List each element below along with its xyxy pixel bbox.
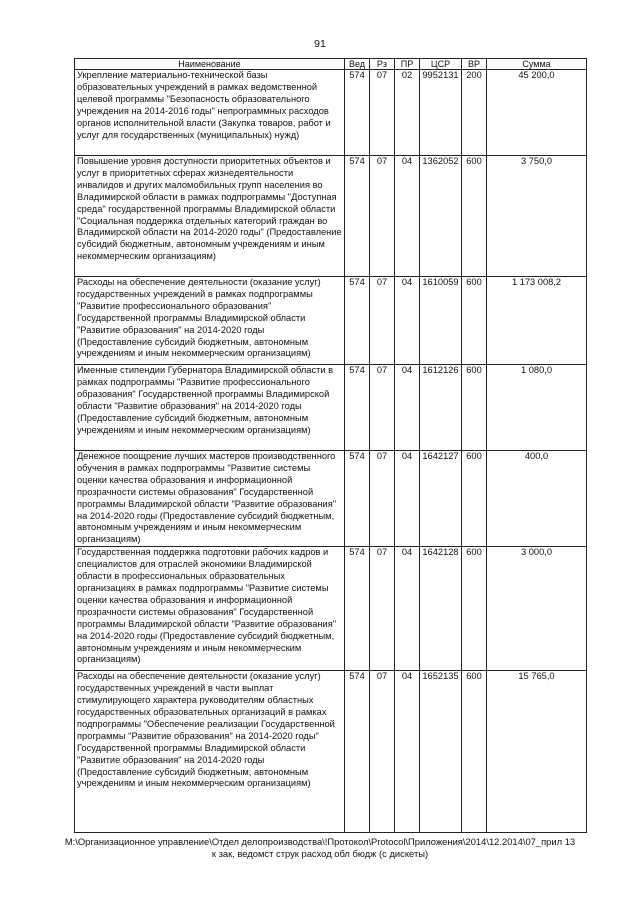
row-ved: 574 (345, 156, 370, 277)
row-pr: 02 (395, 70, 420, 156)
footer-file-description: к зак, ведомст струк расход обл бюдж (с дискеты) (211, 848, 429, 859)
table-row (75, 277, 587, 365)
header-name: Наименование (75, 59, 345, 70)
row-rz: 07 (370, 277, 395, 365)
row-vr: 600 (462, 451, 487, 547)
row-sum: 1 173 008,2 (487, 277, 587, 365)
header-ved: Вед (345, 59, 370, 70)
row-rz: 07 (370, 70, 395, 156)
table-row (75, 70, 587, 156)
table-row (75, 365, 587, 451)
row-vr: 200 (462, 70, 487, 156)
table-row (75, 156, 587, 277)
row-name: Расходы на обеспечение деятельности (оказание услуг) государственных учреждений в рамках подпрограммы "Развитие профессионального образования" Государственной программы Владимирской области "Развитие образования" на 2014-2020 годы (Предоставление субсидий бюджетным, автономным учреждениям и иным некоммерческим организациям) (75, 277, 345, 365)
row-sum: 3 000,0 (487, 547, 587, 671)
table-row (75, 547, 587, 671)
row-pr: 04 (395, 156, 420, 277)
row-rz: 07 (370, 156, 395, 277)
row-rz: 07 (370, 365, 395, 451)
row-csr: 1612126 (420, 365, 462, 451)
row-vr: 600 (462, 365, 487, 451)
row-vr: 600 (462, 671, 487, 833)
row-rz: 07 (370, 671, 395, 833)
row-sum: 1 080,0 (487, 365, 587, 451)
budget-table (74, 58, 587, 833)
row-pr: 04 (395, 671, 420, 833)
header-rz: Рз (370, 59, 395, 70)
row-rz: 07 (370, 547, 395, 671)
row-sum: 45 200,0 (487, 70, 587, 156)
row-ved: 574 (345, 365, 370, 451)
row-csr: 1642127 (420, 451, 462, 547)
row-vr: 600 (462, 156, 487, 277)
row-ved: 574 (345, 547, 370, 671)
table-header-row (75, 59, 587, 70)
row-vr: 600 (462, 277, 487, 365)
row-sum: 400,0 (487, 451, 587, 547)
row-sum: 15 765,0 (487, 671, 587, 833)
table-row (75, 451, 587, 547)
table-row (75, 671, 587, 833)
row-pr: 04 (395, 365, 420, 451)
row-csr: 1610059 (420, 277, 462, 365)
footer-file-path: M:\Организационное управление\Отдел делопроизводства\!Протокол\Protocol\Приложения\2014\12.2014\07_прил 13 (64, 836, 576, 847)
row-pr: 04 (395, 277, 420, 365)
row-csr: 9952131 (420, 70, 462, 156)
row-name: Именные стипендии Губернатора Владимирской области в рамках подпрограммы "Развитие профессионального образования" Государственной программы Владимирской области "Развитие образования" на 2014-2020 годы (Предоставление субсидий бюджетным, автономным учреждениям и иным некоммерческим организациям) (75, 365, 345, 451)
row-pr: 04 (395, 547, 420, 671)
row-csr: 1362052 (420, 156, 462, 277)
row-ved: 574 (345, 671, 370, 833)
row-name: Государственная поддержка подготовки рабочих кадров и специалистов для отраслей экономики Владимирской области в профессиональных образовательных организациях в рамках подпрограммы "Развитие системы оценки качества образования и информационной прозрачности системы образования" Государственной программы Владимирской области "Развитие образования" на 2014-2020 годы (Предоставление субсидий бюджетным, автономным учреждениям и иным некоммерческим организациям) (75, 547, 345, 671)
page-number: 91 (314, 38, 326, 50)
row-vr: 600 (462, 547, 487, 671)
row-name: Денежное поощрение лучших мастеров производственного обучения в рамках подпрограммы "Развитие системы оценки качества образования и информационной прозрачности системы образования" Государственной программы Владимирской области "Развитие образования" на 2014-2020 годы (Предоставление субсидий бюджетным, автономным учреждениям и иным некоммерческим организациям) (75, 451, 345, 547)
row-ved: 574 (345, 70, 370, 156)
row-name: Повышение уровня доступности приоритетных объектов и услуг в приоритетных сферах жизнедеятельности инвалидов и других маломобильных групп населения во Владимирской области в рамках подпрограммы "Доступная среда" государственной программы Владимирской области "Социальная поддержка отдельных категорий граждан во Владимирской области на 2014-2020 годы" (Предоставление субсидий бюджетным, автономным учреждениям и иным некоммерческим организациям) (75, 156, 345, 277)
row-rz: 07 (370, 451, 395, 547)
header-pr: ПР (395, 59, 420, 70)
header-vr: ВР (462, 59, 487, 70)
header-csr: ЦСР (420, 59, 462, 70)
row-csr: 1652135 (420, 671, 462, 833)
footer (0, 836, 640, 860)
header-sum: Сумма (487, 59, 587, 70)
row-csr: 1642128 (420, 547, 462, 671)
row-name: Расходы на обеспечение деятельности (оказание услуг) государственных учреждений в части выплат стимулирующего характера руководителям областных государственных образовательных организаций в рамках подпрограммы "Обеспечение реализации Государственной программы "Развитие образования" на 2014-2020 годы" Государственной программы Владимирской области "Развитие образования" на 2014-2020 годы (Предоставление субсидий бюджетным, автономным учреждениям и иным некоммерческим организациям) (75, 671, 345, 833)
row-pr: 04 (395, 451, 420, 547)
row-ved: 574 (345, 277, 370, 365)
row-name: Укрепление материально-технической базы образовательных учреждений в рамках ведомственной целевой программы "Безопасность образовательного учреждения на 2014-2016 годы" непрограммных расходов органов исполнительной власти (Закупка товаров, работ и услуг для государственных (муниципальных) нужд) (75, 70, 345, 156)
row-sum: 3 750,0 (487, 156, 587, 277)
row-ved: 574 (345, 451, 370, 547)
